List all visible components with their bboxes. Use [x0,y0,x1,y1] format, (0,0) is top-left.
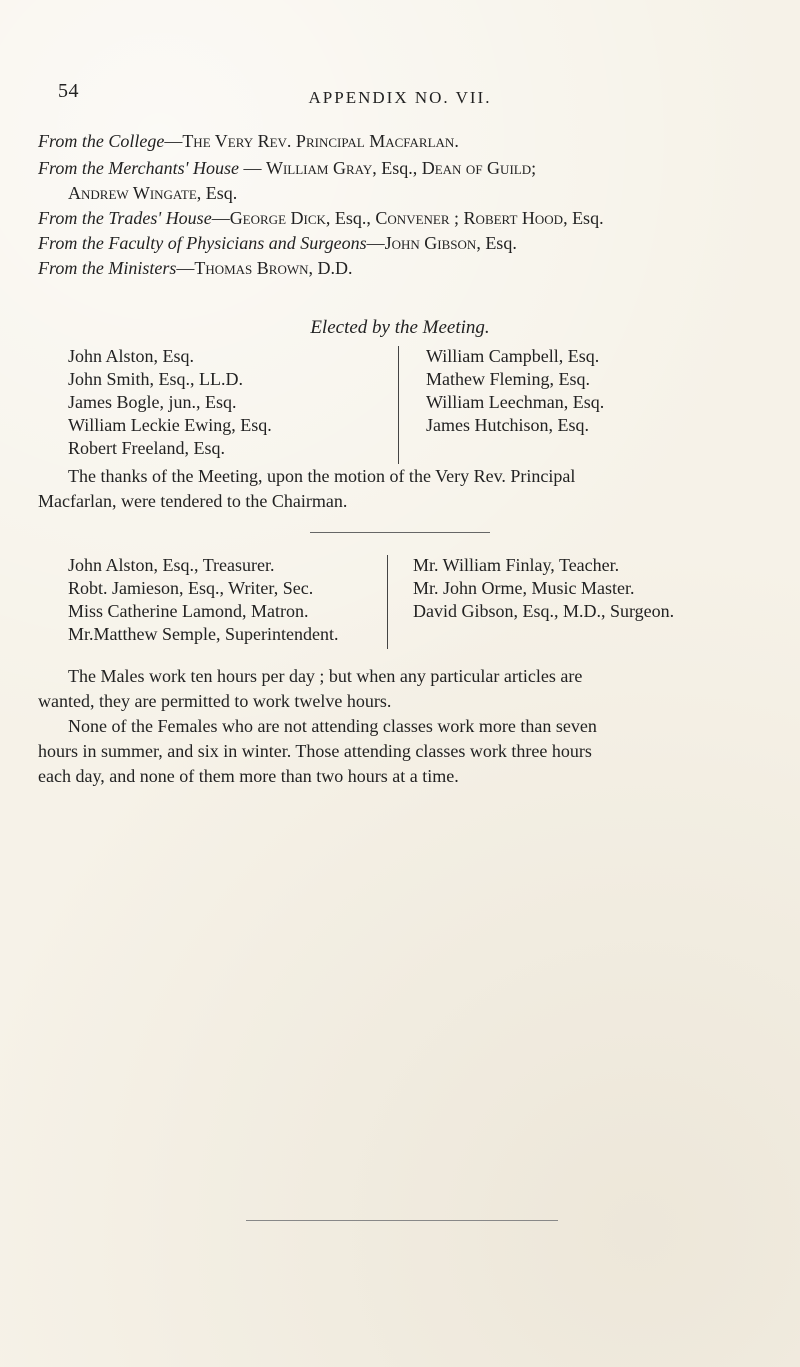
elected-member: James Bogle, jun., Esq. [68,392,237,412]
delegate-title: Dean of Guild [421,158,532,178]
elected-member: William Leechman, Esq. [426,392,605,412]
officer-entry: David Gibson, Esq., M.D., Surgeon. [413,601,675,621]
delegate-name: Robert Hood [463,208,564,228]
delegate-name: George Dick [229,208,326,228]
page-number: 54 [58,80,79,102]
delegate-line-college: From the College—The Very Rev. Principal Macfarlan. [38,131,459,151]
elected-member: William Campbell, Esq. [426,346,600,366]
delegate-name: Andrew Wingate [68,183,197,203]
delegate-name: John Gibson [384,233,477,253]
elected-right-column [426,345,604,437]
officers-column-divider [387,555,388,649]
delegate-line-ministers: From the Ministers—Thomas Brown, D.D. [38,258,353,278]
delegate-name: Thomas Brown [194,258,309,278]
delegate-line-merchants: From the Merchants' House — William Gray, Esq., Dean of Guild; [38,158,537,178]
elected-member: John Smith, Esq., LL.D. [68,369,244,389]
officer-entry: Mr. John Orme, Music Master. [413,578,635,598]
bottom-rule [246,1220,558,1221]
elected-member: Mathew Fleming, Esq. [426,369,590,389]
delegate-source: From the Ministers [38,258,177,278]
elected-member: William Leckie Ewing, Esq. [68,415,272,435]
delegate-source: From the Trades' House [38,208,212,228]
hours-line-1: The Males work ten hours per day ; but when any particular articles are [68,666,583,686]
delegate-title: Convener [375,208,450,228]
officer-entry: John Alston, Esq., Treasurer. [68,555,275,575]
delegate-source: From the College [38,131,165,151]
delegate-name: The Very Rev. Principal Macfarlan [182,131,455,151]
officer-entry: Miss Catherine Lamond, Matron. [68,601,309,621]
officer-entry: Mr. William Finlay, Teacher. [413,555,620,575]
delegate-source: From the Merchants' House [38,158,239,178]
hours-line-3: None of the Females who are not attending classes work more than seven [68,716,597,736]
elected-heading: Elected by the Meeting. [310,317,490,338]
elected-left-column [68,345,272,460]
hours-line-4: hours in summer, and six in winter. Those attending classes work three hours [38,741,592,761]
officer-entry: Mr.Matthew Semple, Superintendent. [68,624,339,644]
delegate-line-trades: From the Trades' House—George Dick, Esq., Convener ; Robert Hood, Esq. [38,208,604,228]
officer-entry: Robt. Jamieson, Esq., Writer, Sec. [68,578,314,598]
delegate-line-faculty: From the Faculty of Physicians and Surgeons—John Gibson, Esq. [38,233,517,253]
elected-column-divider [398,346,399,464]
delegate-source: From the Faculty of Physicians and Surgeons [38,233,367,253]
elected-member: James Hutchison, Esq. [426,415,589,435]
delegate-line-merchants-continued: Andrew Wingate, Esq. [68,183,238,203]
officers-left-column [68,554,338,646]
elected-member: Robert Freeland, Esq. [68,438,225,458]
delegate-name: William Gray [265,158,373,178]
hours-line-2: wanted, they are permitted to work twelve hours. [38,691,392,711]
section-divider [310,532,490,533]
officers-right-column [413,554,674,623]
hours-line-5: each day, and none of them more than two hours at a time. [38,766,459,786]
thanks-line-1: The thanks of the Meeting, upon the motion of the Very Rev. Principal [68,466,576,486]
thanks-line-2: Macfarlan, were tendered to the Chairman. [38,491,348,511]
elected-member: John Alston, Esq. [68,346,195,366]
running-head: APPENDIX NO. VII. [308,88,492,107]
